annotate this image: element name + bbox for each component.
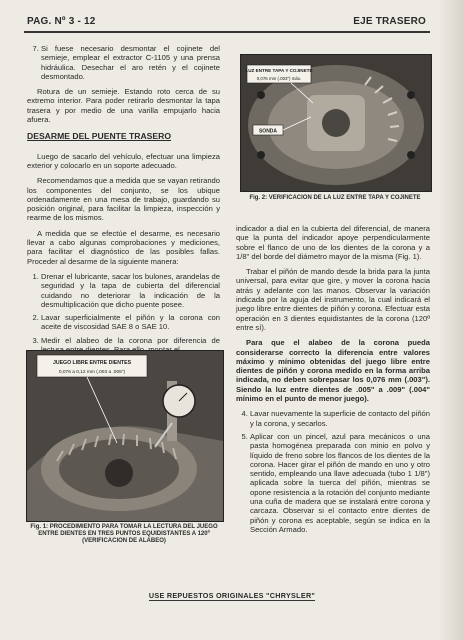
dial-indicator-ring-gear-illustration	[27, 351, 223, 521]
right-column	[236, 224, 430, 540]
figure-2-photo	[240, 54, 432, 192]
step-7: 7. Si fuese necesario desmontar el cojinete del semieje, emplear el extractor C-1105 y una prensa hidráulica. Desechar el aro retén y el cojinete desmontado.	[41, 44, 220, 81]
step-2: 2. Lavar superficialmente el piñón y la corona con aceite de viscosidad SAE 8 o SAE 10.	[41, 313, 220, 332]
paragraph-3: A medida que se efectúe el desarme, es necesario llevar a cabo algunas comprobaciones y mediciones, para facilitar el diagnóstico de las posibles fallas. Proceder al desarme de la siguiente manera:	[27, 228, 220, 266]
page-footer	[0, 591, 464, 600]
differential-clearance-illustration	[241, 55, 431, 191]
section-title: EJE TRASERO	[353, 16, 426, 27]
paragraph-continued: indicador a dial en la cubierta del diferencial, de manera que la punta del indicador apoye perpendicularmente sobre el flanco de uno de los dientes de la corona y a 1/8" del borde del diámetro mayor de la misma (Fig. 1).	[236, 224, 430, 261]
step-4: 4. Lavar nuevamente la superficie de contacto del piñón y la corona, y secarlos.	[250, 409, 430, 428]
step-list-continued	[27, 44, 220, 81]
figure-2-caption: Fig. 2: VERIFICACION DE LA LUZ ENTRE TAPA Y COJINETE	[249, 195, 421, 201]
paragraph-2: Recomendamos que a medida que se vayan retirando los componentes del conjunto, se los ubique ordenadamente en una mesa de trabajo, guardando su posición original, para facilitar la limpieza, inspección y rearme de los mismos.	[27, 176, 220, 223]
header-rule	[24, 31, 430, 33]
paragraph-rotura: Rotura de un semieje. Estando roto cerca de su extremo interior. Para poder retirarlo desmontar la tapa trasera y por medio de una varilla empujarlo hacia afuera.	[27, 87, 220, 125]
figure-1-label-values: 0,076 a 0,12 mm (.003 a .005")	[58, 370, 126, 375]
section-heading: DESARME DEL PUENTE TRASERO	[27, 131, 172, 142]
paragraph-1: Luego de sacarlo del vehículo, efectuar una limpieza exterior y colocarlo en un soporte adecuado.	[27, 151, 220, 170]
figure-2-probe-tag: SONDA	[258, 128, 278, 135]
step-list	[27, 272, 220, 354]
footer-text: USE REPUESTOS ORIGINALES "CHRYSLER"	[148, 591, 316, 600]
step-list-right	[236, 409, 430, 534]
figure-1-photo	[26, 350, 224, 522]
step-3: 3. Medir el alabeo de la corona por diferencia de	[41, 336, 220, 355]
figure-1-caption: Fig. 1: PROCEDIMIENTO PARA TOMAR LA LECTURA DEL JUEGO ENTRE DIENTES EN TRES PUNTOS EQUIDISTANTES A 120º (VERIFICACION DE ALABEO)	[30, 524, 218, 545]
left-column	[27, 44, 220, 360]
page-spine-shadow	[438, 0, 464, 640]
figure-1-label-title: JUEGO LIBRE ENTRE DIENTES	[52, 360, 132, 366]
page-number: PAG. Nº 3 - 12	[27, 16, 96, 27]
figure-2-label-title: LUZ ENTRE TAPA Y COJINETE	[245, 68, 313, 73]
step-1: 1. Drenar el lubricante, sacar los bulones, arandelas de seguridad y la tapa de cubierta del diferencial cuidando no deteriorar la indicación de la desmultiplicación que dicho puente posee.	[41, 272, 220, 309]
figure-2-label-values: 0,076 mm (.003") máx.	[256, 76, 302, 81]
paragraph-specification: Para que el alabeo de la corona pueda considerarse correcto la diferencia entre valores máximo y mínimo obtenidas del juego libre entre dientes de piñón y corona medido en la forma arriba indicada, no deben sobrepasar los 0,076 mm (.003"). Siendo la luz entre dientes de .005" a .009" (.004" mínimo en el punto de menor juego).	[236, 338, 430, 404]
paragraph-trabar: Trabar el piñón de mando desde la brida para la junta universal, para evitar que gire, y mover la corona hacia atrás y adelante con las manos. Observar la variación indicada por la aguja del instrumento, la cual indicará el juego libre entre dientes de piñón y corona. Efectuar esta operación en 3 dientes equidistantes de la corona (120º entre sí).	[236, 267, 430, 332]
step-5: 5. Aplicar con un pincel, azul para mecánicos o una pasta homogénea preparada con minio en polvo y líquido de freno sobre los flancos de los dientes de la corona. Hacer girar el piñón de mando en uno y otro sentido, empleando una llave adecuada (tubo 1 1/8") aplicada sobre la tuerca del piñón, mientras se opone resistencia a la rotación del conjunto mediante una cuña de madera que se instalará entre corona y carcaza. Observar si el contacto entre dientes de piñón y corona es aceptable, según se indica en la Sección Armado.	[250, 432, 430, 534]
